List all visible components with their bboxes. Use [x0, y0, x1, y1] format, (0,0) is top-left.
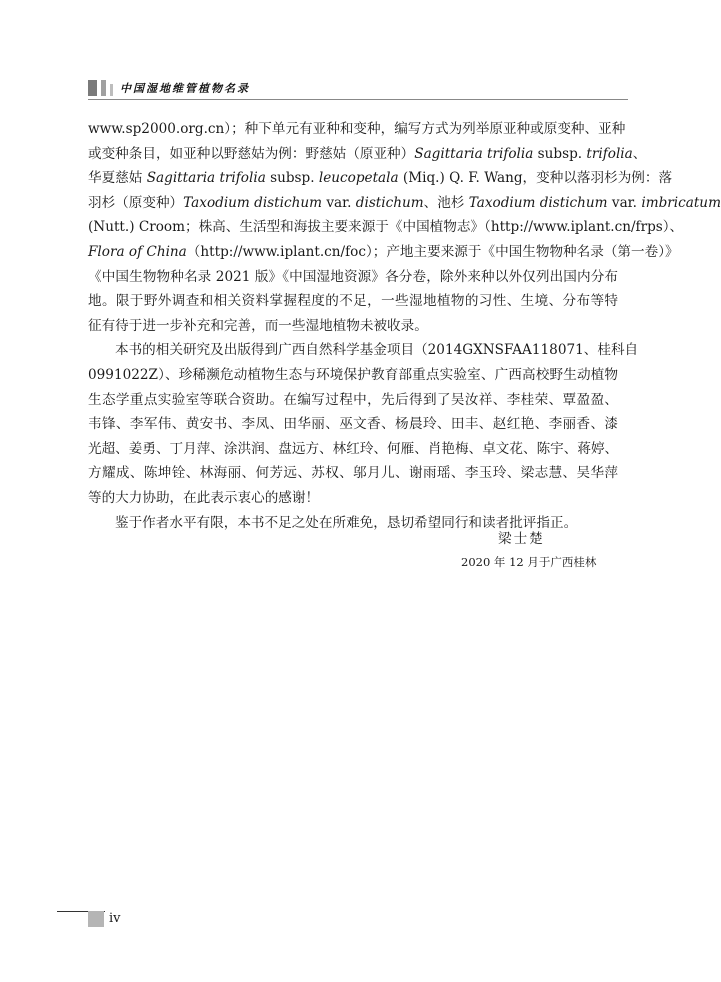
text-line: 生态学重点实验室等联合资助。在编写过程中，先后得到了吴汝祥、李桂荣、覃盈盈、	[88, 391, 618, 408]
text-line: 方耀成、陈坤铨、林海丽、何芳远、苏权、邬月儿、谢雨瑶、李玉玲、梁志慧、吴华萍	[88, 465, 618, 482]
paragraph-3: 鉴于作者水平有限，本书不足之处在所难免，恳切希望同行和读者批评指正。	[115, 514, 578, 531]
text-line: 华夏慈姑 Sagittaria trifolia subsp. leucopetala (Miq.) Q. F. Wang，变种以落羽杉为例：落	[88, 170, 673, 187]
page-number: iv	[109, 911, 121, 926]
text-line: www.sp2000.org.cn）；种下单元有亚种和变种，编写方式为列举原亚种或原变种、亚种	[88, 121, 626, 137]
footer-box-decoration	[88, 911, 104, 927]
running-header	[88, 78, 628, 98]
text-line: 地。限于野外调查和相关资料掌握程度的不足，一些湿地植物的习性、生境、分布等特	[88, 293, 618, 310]
signature-date: 2020 年 12 月于广西桂林	[461, 555, 597, 569]
text-line: 本书的相关研究及出版得到广西自然科学基金项目（2014GXNSFAA118071、桂科自	[115, 342, 639, 359]
text-line: 或变种条目，如亚种以野慈姑为例：野慈姑（原亚种）Sagittaria trifolia subsp. trifolia、	[88, 145, 647, 162]
paragraph-2	[88, 338, 639, 510]
header-bar-decoration	[88, 80, 97, 96]
text-line: 韦锋、李军伟、黄安书、李凤、田华丽、巫文香、杨晨玲、田丰、赵红艳、李丽香、漆	[88, 416, 618, 433]
text-line: 0991022Z）、珍稀濒危动植物生态与环境保护教育部重点实验室、广西高校野生动植物	[88, 366, 618, 383]
author-signature: 梁士楚	[498, 531, 545, 547]
text-line: 羽杉（原变种）Taxodium distichum var. distichum、池杉 Taxodium distichum var. imbricatum	[88, 194, 721, 211]
header-bar-decoration	[101, 80, 106, 96]
body-text	[88, 117, 721, 535]
text-line: 等的大力协助，在此表示衷心的感谢！	[88, 489, 320, 506]
header-bar-decoration	[110, 84, 113, 96]
text-line: Flora of China（http://www.iplant.cn/foc）；产地主要来源于《中国生物物种名录（第一卷）》	[88, 243, 679, 260]
paragraph-1	[88, 117, 721, 338]
text-line: (Nutt.) Croom；株高、生活型和海拔主要来源于《中国植物志》（http://www.iplant.cn/frps）、	[88, 219, 684, 236]
text-line: 征有待于进一步补充和完善，而一些湿地植物未被收录。	[88, 317, 428, 334]
text-line: 《中国生物物种名录 2021 版》《中国湿地资源》各分卷，除外来种以外仅列出国内分布	[88, 268, 618, 285]
header-title: 中国湿地维管植物名录	[120, 82, 250, 95]
header-rule	[88, 99, 628, 100]
text-line: 光超、姜勇、丁月萍、涂洪润、盘远方、林红玲、何雁、肖艳梅、卓文花、陈宇、蒋婷、	[88, 440, 619, 457]
